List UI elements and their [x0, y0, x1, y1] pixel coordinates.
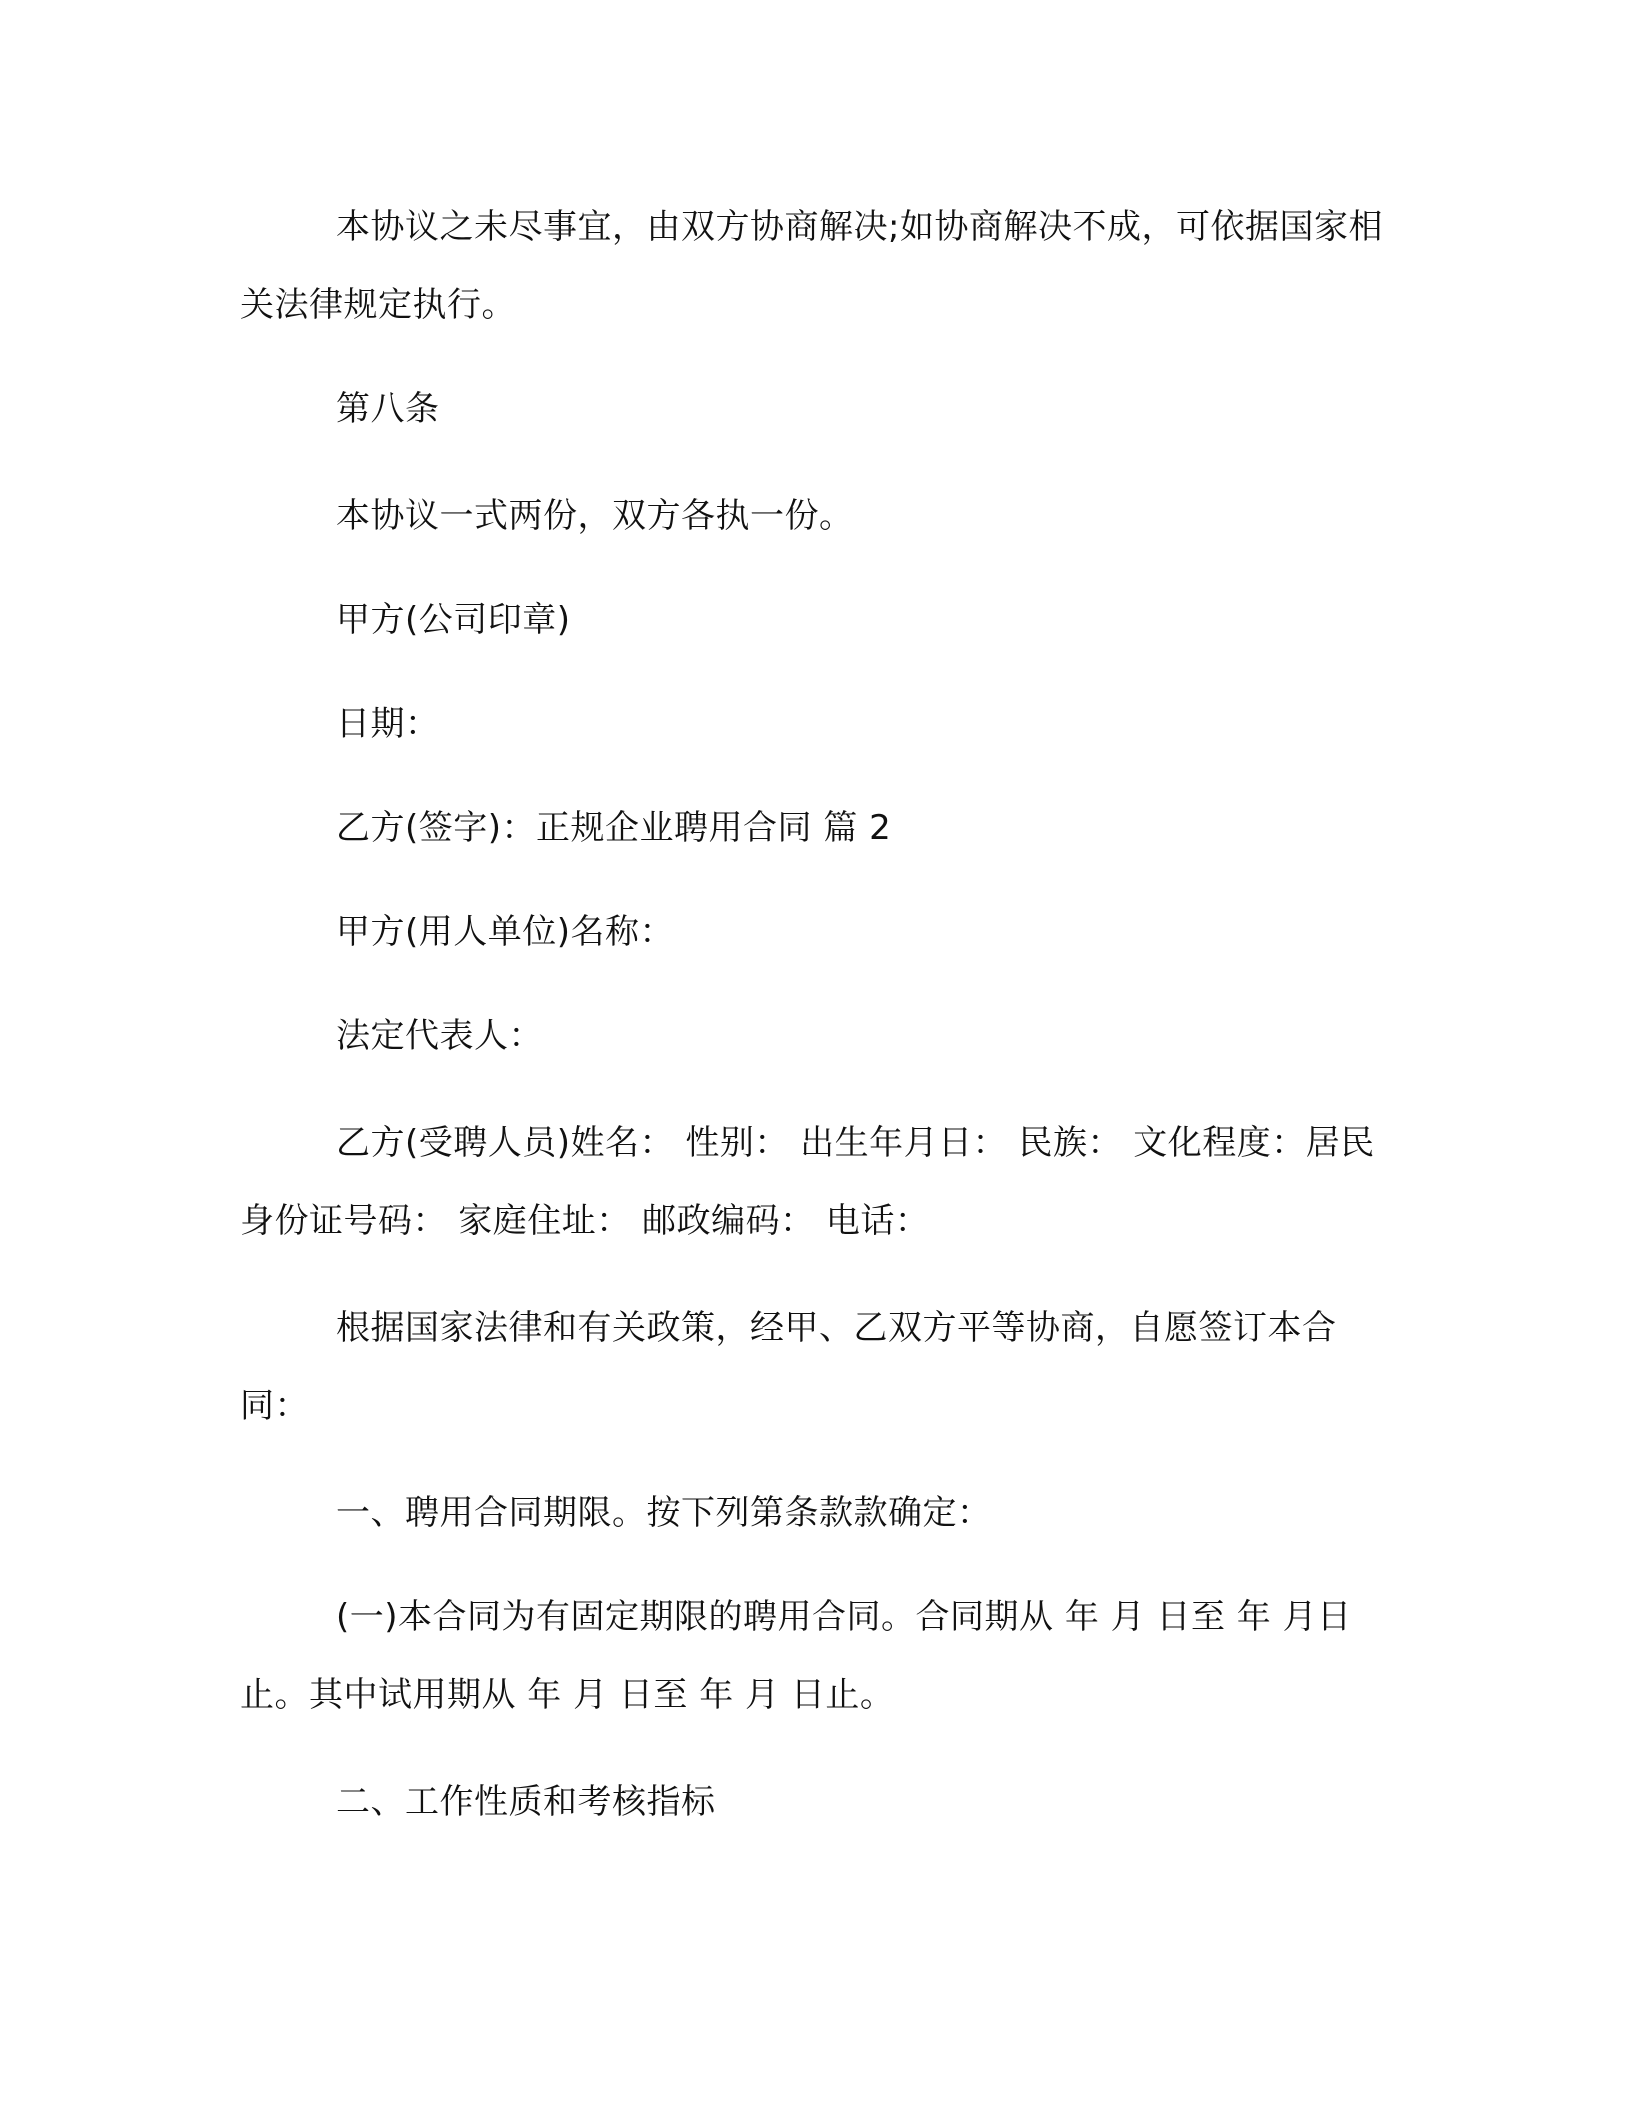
paragraph-party-a-seal: 甲方(公司印章): [336, 600, 571, 640]
paragraph-employee-info: 乙方(受聘人员)姓名： 性别： 出生年月日： 民族： 文化程度：居民身份证号码： 家庭住址： 邮政编码： 电话：: [240, 1123, 1375, 1241]
paragraph-legal-representative: 法定代表人：: [336, 1016, 543, 1056]
paragraph-copies: 本协议一式两份，双方各执一份。: [336, 496, 854, 536]
paragraph-party-b-signature: 乙方(签字)：正规企业聘用合同 篇 2: [336, 808, 892, 848]
paragraph-fixed-term: (一)本合同为有固定期限的聘用合同。合同期从 年 月 日至 年 月日止。其中试用期从 年 月 日至 年 月 日止。: [240, 1597, 1352, 1715]
paragraph-date: 日期：: [336, 704, 440, 744]
paragraph-section-2-heading: 二、工作性质和考核指标: [336, 1782, 716, 1822]
paragraph-employer-name: 甲方(用人单位)名称：: [336, 912, 675, 952]
paragraph-contract-basis: 根据国家法律和有关政策，经甲、乙双方平等协商，自愿签订本合同：: [240, 1308, 1337, 1426]
paragraph-article-8: 第八条: [336, 389, 440, 429]
paragraph-section-1-term: 一、聘用合同期限。按下列第条款款确定：: [336, 1493, 992, 1533]
paragraph-unresolved-matters: 本协议之未尽事宜，由双方协商解决;如协商解决不成，可依据国家相关法律规定执行。: [240, 207, 1383, 325]
document-page: [240, 188, 1390, 1841]
